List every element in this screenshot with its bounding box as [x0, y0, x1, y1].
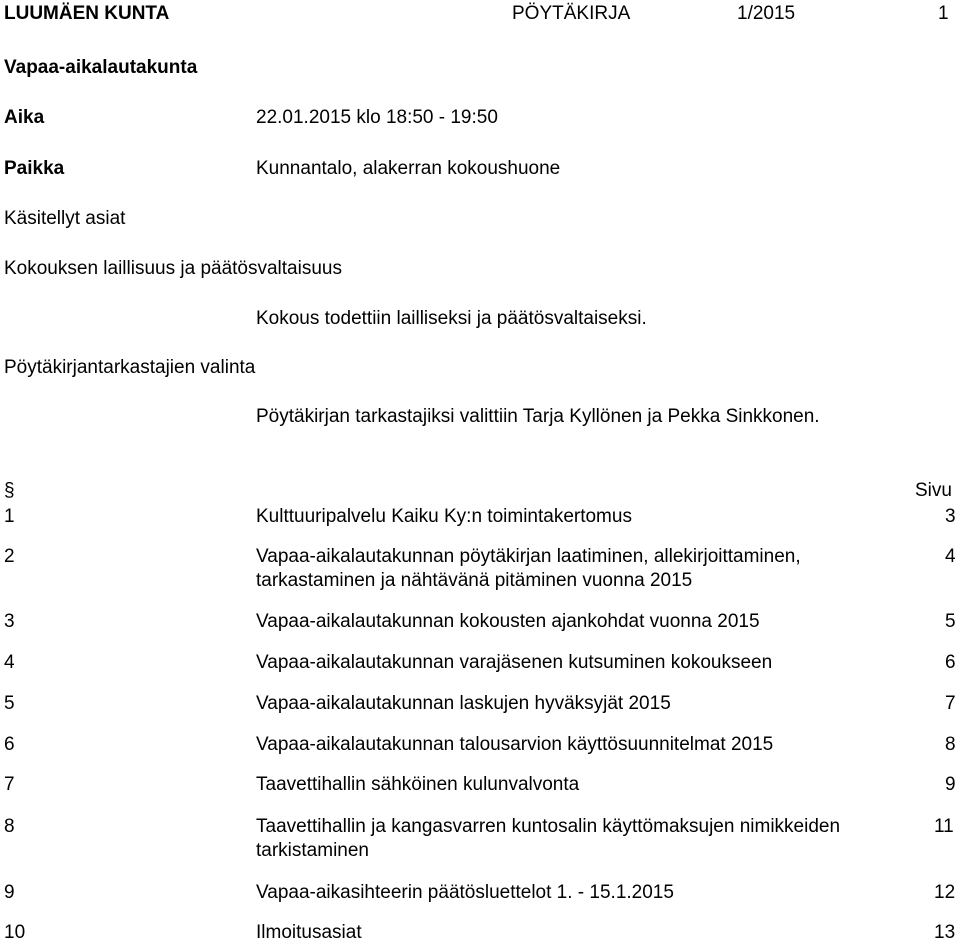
- preliminary-decision-legality: Kokous todettiin lailliseksi ja päätösvaltaiseksi.: [256, 308, 647, 329]
- toc-item-page: 6: [945, 652, 956, 673]
- toc-item-page: 3: [945, 506, 956, 527]
- preliminary-title-legality: Kokouksen laillisuus ja päätösvaltaisuus: [4, 258, 342, 279]
- toc-item-title: Vapaa-aikalautakunnan varajäsenen kutsuminen kokoukseen: [256, 652, 773, 673]
- toc-item-number: 5: [4, 693, 15, 714]
- municipality-name: LUUMÄEN KUNTA: [4, 3, 170, 24]
- toc-item-title: Taavettihallin sähköinen kulunvalvonta: [256, 774, 580, 795]
- toc-item-page: 5: [945, 611, 956, 632]
- toc-item-number: 7: [4, 774, 15, 795]
- time-value: 22.01.2015 klo 18:50 - 19:50: [256, 107, 498, 128]
- toc-item-number: 8: [4, 816, 15, 837]
- board-name: Vapaa-aikalautakunta: [4, 57, 198, 78]
- toc-item-title: Vapaa-aikalautakunnan kokousten ajankohdat vuonna 2015: [256, 611, 760, 632]
- toc-item-title: Ilmoitusasiat: [256, 922, 362, 943]
- toc-item-number: 6: [4, 734, 15, 755]
- toc-item-number: 3: [4, 611, 15, 632]
- toc-item-page: 13: [934, 922, 956, 943]
- document-type: PÖYTÄKIRJA: [512, 3, 631, 24]
- toc-item-title: Vapaa-aikasihteerin päätösluettelot 1. - 15.1.2015: [256, 882, 674, 903]
- toc-item-number: 9: [4, 882, 15, 903]
- toc-item-page: 7: [945, 693, 956, 714]
- toc-item-page: 12: [934, 882, 956, 903]
- toc-item-title: Vapaa-aikalautakunnan pöytäkirjan laatiminen, allekirjoittaminen, tarkastaminen ja nähtävänä pitäminen vuonna 2015: [256, 546, 801, 591]
- toc-item-title: Taavettihallin ja kangasvarren kuntosalin käyttömaksujen nimikkeiden tarkistaminen: [256, 816, 841, 861]
- preliminary-decision-examiners: Pöytäkirjan tarkastajiksi valittiin Tarja Kyllönen ja Pekka Sinkkonen.: [256, 406, 820, 427]
- toc-item-number: 10: [4, 922, 26, 943]
- toc-page-header: Sivu: [915, 480, 952, 501]
- toc-item-title: Kulttuuripalvelu Kaiku Ky:n toimintakertomus: [256, 506, 632, 527]
- toc-item-number: 1: [4, 506, 15, 527]
- page-number: 1: [938, 3, 949, 24]
- toc-item-page: 4: [945, 546, 956, 567]
- toc-item-page: 9: [945, 774, 956, 795]
- toc-item-title: Vapaa-aikalautakunnan laskujen hyväksyjät 2015: [256, 693, 671, 714]
- toc-item-title: Vapaa-aikalautakunnan talousarvion käyttösuunnitelmat 2015: [256, 734, 774, 755]
- toc-item-number: 4: [4, 652, 15, 673]
- toc-item-page: 11: [934, 816, 954, 837]
- document-number: 1/2015: [737, 3, 796, 24]
- section-symbol: §: [4, 480, 15, 501]
- preliminary-title-examiners: Pöytäkirjantarkastajien valinta: [4, 357, 256, 378]
- toc-item-number: 2: [4, 546, 15, 567]
- place-label: Paikka: [4, 158, 65, 179]
- handled-heading: Käsitellyt asiat: [4, 208, 126, 229]
- time-label: Aika: [4, 107, 45, 128]
- place-value: Kunnantalo, alakerran kokoushuone: [256, 158, 561, 179]
- toc-item-page: 8: [945, 734, 956, 755]
